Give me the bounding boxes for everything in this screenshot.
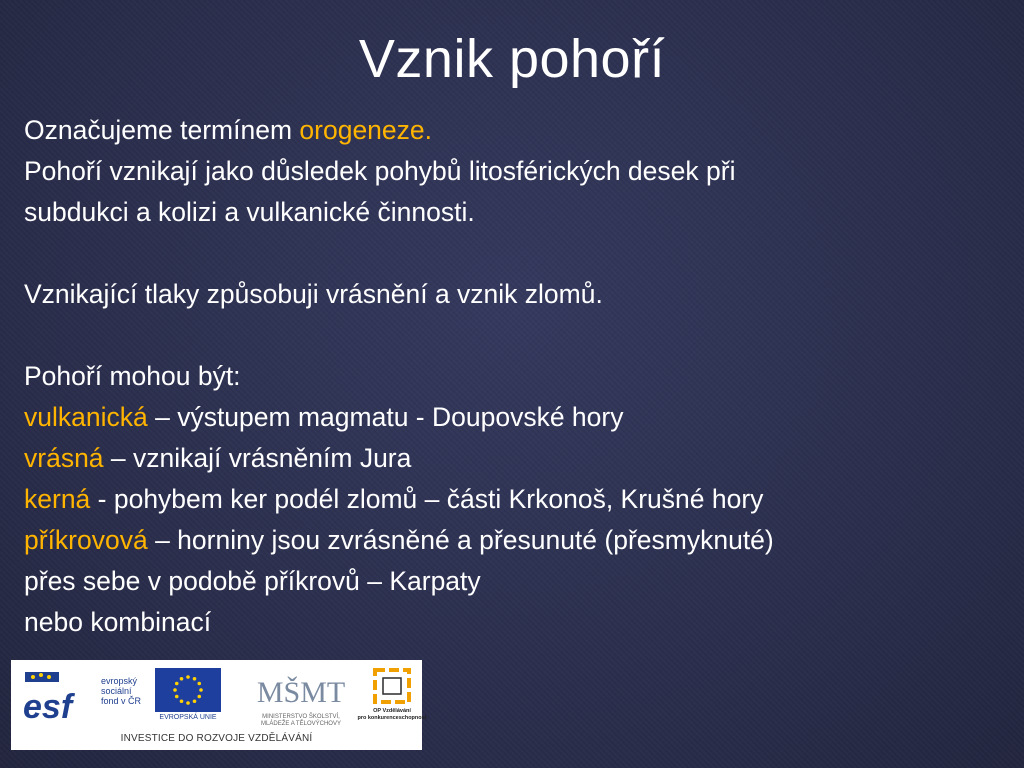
body-text: – horniny jsou zvrásněné a přesunuté (přesmyknuté) [147, 525, 774, 555]
esf-mark: esf [23, 688, 73, 726]
slide-title: Vznik pohoří [358, 29, 666, 89]
eu-star-icon [199, 688, 203, 692]
msmt-logo [256, 664, 346, 712]
term-highlight: vrásná [24, 443, 104, 473]
eu-star-icon [175, 695, 179, 699]
spacer [24, 315, 1014, 356]
body-text: Označujeme termínem [24, 115, 300, 145]
eu-star-icon [180, 677, 184, 681]
body-text: - pohybem ker podél zlomů – části Krkonoš, Krušné hory [90, 484, 764, 514]
list-item-fold [24, 438, 1014, 479]
eu-star-icon [186, 701, 190, 705]
eu-star-icon [173, 688, 177, 692]
eu-star-icon [193, 677, 197, 681]
body-line: Pohoří vznikají jako důsledek pohybů litosférických desek při [24, 156, 736, 186]
list-item-volcanic [24, 397, 1014, 438]
eu-star-icon [197, 682, 201, 686]
term-highlight: příkrovová [24, 525, 148, 555]
esf-text: evropský sociální fond v ČR [101, 676, 142, 706]
term-highlight: vulkanická [24, 402, 148, 432]
body-line [24, 110, 1014, 151]
eu-label: EVROPSKÁ UNIE [159, 714, 217, 721]
body-text: – výstupem magmatu - Doupovské hory [147, 402, 624, 432]
eu-star-icon [180, 699, 184, 703]
eu-star-icon [193, 699, 197, 703]
investment-slogan: INVESTICE DO ROZVOJE VZDĚLÁVÁNÍ [120, 733, 313, 744]
eu-star-icon [197, 695, 201, 699]
msmt-mark: MŠMT [256, 676, 346, 709]
body-line: subdukci a kolizi a vulkanické činnosti. [24, 197, 475, 227]
eu-funding-logo-strip [11, 660, 427, 750]
eu-flag-icon [155, 668, 221, 712]
term-highlight: kerná [24, 484, 91, 514]
list-item-block [24, 479, 1014, 520]
slide-body [24, 110, 1014, 643]
list-item-nappe [24, 520, 1014, 561]
body-line: Pohoří mohou být: [24, 361, 241, 391]
esf-logo [21, 666, 101, 726]
body-text: – vznikají vrásněním Jura [103, 443, 412, 473]
body-line: nebo kombinací [24, 607, 212, 637]
body-line: přes sebe v podobě příkrovů – Karpaty [24, 566, 481, 596]
msmt-text: MINISTERSTVO ŠKOLSTVÍ, MLÁDEŽE A TĚLOVÝCHOVY [261, 714, 341, 727]
body-line: Vznikající tlaky způsobuji vrásnění a vznik zlomů. [24, 279, 603, 309]
term-highlight: orogeneze. [299, 115, 433, 145]
eu-star-icon [186, 675, 190, 679]
spacer [24, 233, 1014, 274]
eu-star-icon [175, 682, 179, 686]
op-logo [369, 666, 415, 706]
op-text: OP Vzdělávání pro konkurenceschopnost [357, 708, 427, 721]
